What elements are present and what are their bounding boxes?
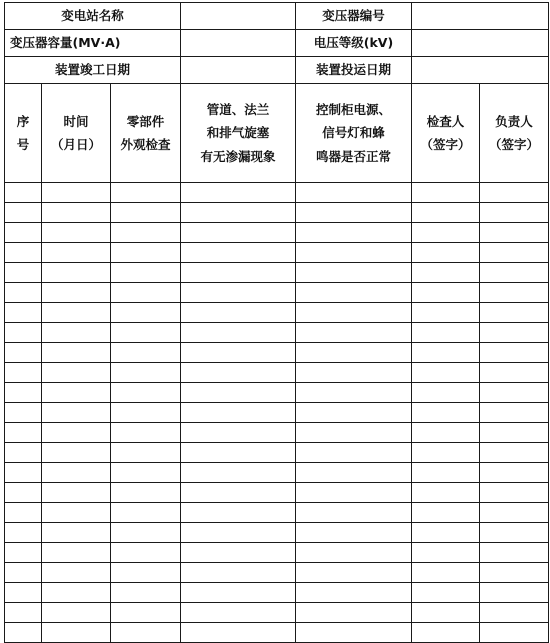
- inspection-record-table: [4, 2, 549, 643]
- header-control-cabinet: [296, 84, 412, 183]
- record-cell[interactable]: [181, 343, 296, 363]
- header-responsible: [480, 84, 549, 183]
- record-cell[interactable]: [42, 383, 111, 403]
- record-cell[interactable]: [111, 503, 181, 523]
- record-cell[interactable]: [5, 363, 42, 383]
- record-cell[interactable]: [480, 423, 549, 443]
- record-cell[interactable]: [480, 463, 549, 483]
- record-row: [5, 343, 549, 363]
- record-cell[interactable]: [296, 563, 412, 583]
- record-cell[interactable]: [111, 303, 181, 323]
- record-cell[interactable]: [5, 583, 42, 603]
- header-responsible-line: （签字）: [488, 137, 539, 152]
- record-cell[interactable]: [111, 403, 181, 423]
- record-cell[interactable]: [42, 623, 111, 643]
- capacity-value[interactable]: [181, 30, 296, 57]
- record-cell[interactable]: [42, 523, 111, 543]
- record-cell[interactable]: [480, 443, 549, 463]
- header-parts-line: 外观检查: [120, 137, 171, 152]
- record-cell[interactable]: [480, 363, 549, 383]
- record-cell[interactable]: [181, 463, 296, 483]
- record-cell[interactable]: [111, 563, 181, 583]
- record-row: [5, 503, 549, 523]
- header-inspector-line: 检查人: [426, 113, 465, 129]
- record-row: [5, 483, 549, 503]
- record-cell[interactable]: [181, 223, 296, 243]
- record-cell[interactable]: [296, 603, 412, 623]
- record-cell[interactable]: [480, 203, 549, 223]
- commission-date-value[interactable]: [412, 57, 549, 84]
- record-row: [5, 263, 549, 283]
- record-cell[interactable]: [412, 423, 480, 443]
- record-cell[interactable]: [42, 403, 111, 423]
- record-cell[interactable]: [111, 523, 181, 543]
- record-cell[interactable]: [5, 483, 42, 503]
- record-row: [5, 583, 549, 603]
- record-cell[interactable]: [5, 243, 42, 263]
- record-cell[interactable]: [42, 283, 111, 303]
- record-cell[interactable]: [111, 343, 181, 363]
- record-row: [5, 363, 549, 383]
- record-cell[interactable]: [42, 603, 111, 623]
- record-cell[interactable]: [480, 263, 549, 283]
- record-cell[interactable]: [480, 343, 549, 363]
- record-cell[interactable]: [296, 423, 412, 443]
- column-header-row: [5, 84, 549, 183]
- record-cell[interactable]: [480, 583, 549, 603]
- record-cell[interactable]: [42, 463, 111, 483]
- record-row: [5, 323, 549, 343]
- record-cell[interactable]: [181, 383, 296, 403]
- record-cell[interactable]: [42, 263, 111, 283]
- record-cell[interactable]: [412, 183, 480, 203]
- record-cell[interactable]: [42, 483, 111, 503]
- record-cell[interactable]: [412, 203, 480, 223]
- record-cell[interactable]: [5, 303, 42, 323]
- record-cell[interactable]: [5, 623, 42, 643]
- record-cell[interactable]: [412, 383, 480, 403]
- record-cell[interactable]: [181, 263, 296, 283]
- record-cell[interactable]: [111, 263, 181, 283]
- header-responsible-line: 负责人: [495, 113, 533, 129]
- record-cell[interactable]: [296, 183, 412, 203]
- voltage-level-label: 电压等级(kV): [296, 30, 412, 57]
- header-parts-line: 零部件: [126, 113, 165, 129]
- record-cell[interactable]: [5, 283, 42, 303]
- record-cell[interactable]: [296, 583, 412, 603]
- record-cell[interactable]: [296, 323, 412, 343]
- record-cell[interactable]: [296, 303, 412, 323]
- record-cell[interactable]: [5, 603, 42, 623]
- record-cell[interactable]: [412, 343, 480, 363]
- record-cell[interactable]: [42, 363, 111, 383]
- header-inspector-line: （签字）: [420, 137, 471, 152]
- info-row-substation: [5, 3, 549, 30]
- record-cell[interactable]: [181, 303, 296, 323]
- record-row: [5, 203, 549, 223]
- record-cell[interactable]: [296, 443, 412, 463]
- record-cell[interactable]: [181, 563, 296, 583]
- record-cell[interactable]: [42, 323, 111, 343]
- record-cell[interactable]: [42, 223, 111, 243]
- record-cell[interactable]: [111, 443, 181, 463]
- record-cell[interactable]: [480, 243, 549, 263]
- header-control-line: 鸣器是否正常: [315, 148, 391, 164]
- record-cell[interactable]: [111, 603, 181, 623]
- record-cell[interactable]: [296, 503, 412, 523]
- record-row: [5, 543, 549, 563]
- record-cell[interactable]: [480, 183, 549, 203]
- record-cell[interactable]: [5, 543, 42, 563]
- record-cell[interactable]: [296, 623, 412, 643]
- record-cell[interactable]: [5, 323, 42, 343]
- record-cell[interactable]: [181, 243, 296, 263]
- record-cell[interactable]: [296, 383, 412, 403]
- record-cell[interactable]: [181, 203, 296, 223]
- substation-name-label: 变电站名称: [5, 3, 181, 30]
- record-cell[interactable]: [5, 183, 42, 203]
- record-cell[interactable]: [42, 563, 111, 583]
- record-cell[interactable]: [480, 223, 549, 243]
- record-cell[interactable]: [412, 463, 480, 483]
- record-cell[interactable]: [5, 203, 42, 223]
- header-time: [42, 84, 111, 183]
- record-cell[interactable]: [412, 623, 480, 643]
- record-cell[interactable]: [5, 443, 42, 463]
- record-row: [5, 403, 549, 423]
- commission-date-label: 装置投运日期: [296, 57, 412, 84]
- record-cell[interactable]: [296, 543, 412, 563]
- record-cell[interactable]: [412, 263, 480, 283]
- header-inspector: [412, 84, 480, 183]
- record-cell[interactable]: [296, 483, 412, 503]
- record-cell[interactable]: [181, 623, 296, 643]
- record-cell[interactable]: [111, 463, 181, 483]
- blank-record-rows: [5, 183, 549, 643]
- record-cell[interactable]: [111, 223, 181, 243]
- record-cell[interactable]: [480, 543, 549, 563]
- voltage-level-value[interactable]: [412, 30, 549, 57]
- record-cell[interactable]: [296, 523, 412, 543]
- record-cell[interactable]: [111, 383, 181, 403]
- record-row: [5, 523, 549, 543]
- record-cell[interactable]: [296, 223, 412, 243]
- record-cell[interactable]: [111, 243, 181, 263]
- record-cell[interactable]: [412, 603, 480, 623]
- header-control-line: 信号灯和蜂: [322, 125, 385, 141]
- record-row: [5, 463, 549, 483]
- record-cell[interactable]: [181, 483, 296, 503]
- record-cell[interactable]: [181, 503, 296, 523]
- record-cell[interactable]: [480, 503, 549, 523]
- record-cell[interactable]: [5, 523, 42, 543]
- header-seq-line: 号: [16, 137, 30, 152]
- record-cell[interactable]: [412, 563, 480, 583]
- record-cell[interactable]: [181, 403, 296, 423]
- record-cell[interactable]: [42, 183, 111, 203]
- record-cell[interactable]: [412, 583, 480, 603]
- record-cell[interactable]: [111, 543, 181, 563]
- record-cell[interactable]: [111, 203, 181, 223]
- record-cell[interactable]: [111, 183, 181, 203]
- record-row: [5, 223, 549, 243]
- record-cell[interactable]: [42, 203, 111, 223]
- record-cell[interactable]: [42, 543, 111, 563]
- record-cell[interactable]: [181, 603, 296, 623]
- header-pipe-leakage: [181, 84, 296, 183]
- record-cell[interactable]: [480, 483, 549, 503]
- record-cell[interactable]: [412, 363, 480, 383]
- record-row: [5, 443, 549, 463]
- record-cell[interactable]: [412, 483, 480, 503]
- record-cell[interactable]: [5, 463, 42, 483]
- record-row: [5, 563, 549, 583]
- record-row: [5, 243, 549, 263]
- record-cell[interactable]: [5, 423, 42, 443]
- record-cell[interactable]: [5, 263, 42, 283]
- record-cell[interactable]: [412, 503, 480, 523]
- record-cell[interactable]: [181, 523, 296, 543]
- transformer-no-label: 变压器编号: [296, 3, 412, 30]
- info-row-capacity: [5, 30, 549, 57]
- record-cell[interactable]: [412, 403, 480, 423]
- record-cell[interactable]: [480, 323, 549, 343]
- record-row: [5, 383, 549, 403]
- record-cell[interactable]: [181, 543, 296, 563]
- record-cell[interactable]: [111, 323, 181, 343]
- record-cell[interactable]: [480, 603, 549, 623]
- header-pipes-line: 和排气旋塞: [206, 125, 270, 141]
- record-cell[interactable]: [42, 583, 111, 603]
- record-cell[interactable]: [296, 463, 412, 483]
- record-cell[interactable]: [42, 343, 111, 363]
- record-row: [5, 303, 549, 323]
- capacity-label: 变压器容量(MV·A): [5, 30, 181, 57]
- record-cell[interactable]: [42, 443, 111, 463]
- record-cell[interactable]: [296, 343, 412, 363]
- record-cell[interactable]: [181, 363, 296, 383]
- record-cell[interactable]: [5, 403, 42, 423]
- info-row-dates: [5, 57, 549, 84]
- record-cell[interactable]: [181, 583, 296, 603]
- record-cell[interactable]: [5, 223, 42, 243]
- record-cell[interactable]: [42, 503, 111, 523]
- record-cell[interactable]: [42, 303, 111, 323]
- record-cell[interactable]: [111, 283, 181, 303]
- header-time-line: （月日）: [50, 137, 101, 152]
- record-cell[interactable]: [296, 403, 412, 423]
- record-cell[interactable]: [480, 623, 549, 643]
- record-row: [5, 283, 549, 303]
- record-cell[interactable]: [412, 303, 480, 323]
- substation-name-value[interactable]: [181, 3, 296, 30]
- record-cell[interactable]: [181, 443, 296, 463]
- record-cell[interactable]: [296, 203, 412, 223]
- record-cell[interactable]: [5, 503, 42, 523]
- record-cell[interactable]: [5, 343, 42, 363]
- header-seq-line: 序: [16, 113, 30, 129]
- record-cell[interactable]: [296, 363, 412, 383]
- record-row: [5, 623, 549, 643]
- record-cell[interactable]: [181, 423, 296, 443]
- record-cell[interactable]: [412, 323, 480, 343]
- record-cell[interactable]: [111, 483, 181, 503]
- record-cell[interactable]: [480, 383, 549, 403]
- record-cell[interactable]: [181, 183, 296, 203]
- record-row: [5, 423, 549, 443]
- record-cell[interactable]: [111, 583, 181, 603]
- record-cell[interactable]: [480, 283, 549, 303]
- header-pipes-line: 管道、法兰: [206, 102, 270, 118]
- record-cell[interactable]: [296, 283, 412, 303]
- header-seq: [5, 84, 42, 183]
- transformer-no-value[interactable]: [412, 3, 549, 30]
- record-cell[interactable]: [412, 443, 480, 463]
- record-cell[interactable]: [42, 423, 111, 443]
- header-parts-appearance: [111, 84, 181, 183]
- record-cell[interactable]: [412, 543, 480, 563]
- record-cell[interactable]: [111, 363, 181, 383]
- record-cell[interactable]: [480, 403, 549, 423]
- record-cell[interactable]: [412, 243, 480, 263]
- record-cell[interactable]: [412, 523, 480, 543]
- record-cell[interactable]: [5, 383, 42, 403]
- completion-date-value[interactable]: [181, 57, 296, 84]
- record-cell[interactable]: [181, 283, 296, 303]
- record-cell[interactable]: [480, 303, 549, 323]
- header-time-line: 时间: [63, 113, 89, 129]
- record-cell[interactable]: [111, 423, 181, 443]
- record-row: [5, 183, 549, 203]
- record-cell[interactable]: [111, 623, 181, 643]
- record-cell[interactable]: [480, 523, 549, 543]
- record-row: [5, 603, 549, 623]
- header-pipes-line: 有无渗漏现象: [200, 148, 276, 164]
- record-cell[interactable]: [412, 223, 480, 243]
- header-control-line: 控制柜电源、: [315, 102, 391, 118]
- record-cell[interactable]: [296, 263, 412, 283]
- record-cell[interactable]: [5, 563, 42, 583]
- record-cell[interactable]: [296, 243, 412, 263]
- completion-date-label: 装置竣工日期: [5, 57, 181, 84]
- record-cell[interactable]: [181, 323, 296, 343]
- record-cell[interactable]: [42, 243, 111, 263]
- record-cell[interactable]: [480, 563, 549, 583]
- record-cell[interactable]: [412, 283, 480, 303]
